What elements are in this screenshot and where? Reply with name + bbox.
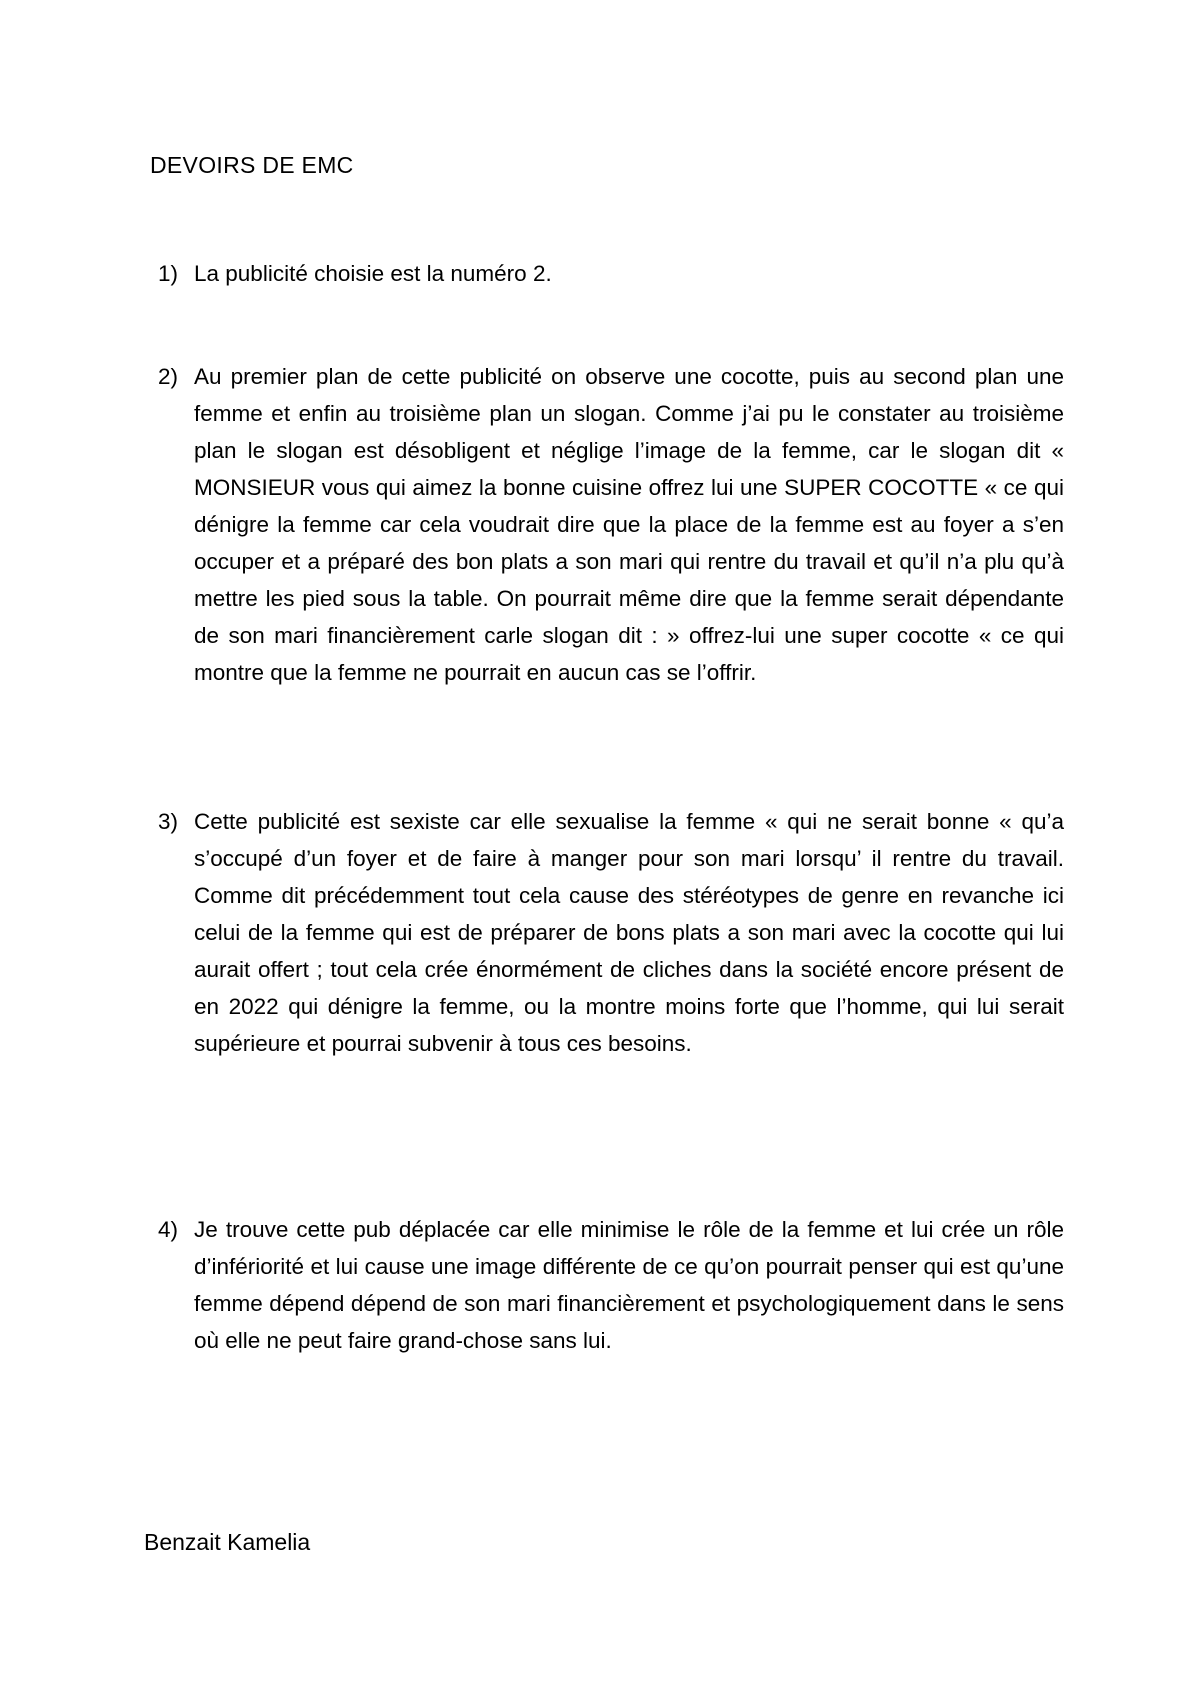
answer-item-3 [158,803,1064,1062]
answer-text: Au premier plan de cette publicité on observe une cocotte, puis au second plan une femme et enfin au troisième plan un slogan. Comme j’ai pu le constater au troisième plan le slogan est désobligent et néglige l’image de la femme, car le slogan dit « MONSIEUR vous qui aimez la bonne cuisine offrez lui une SUPER COCOTTE « ce qui dénigre la femme car cela voudrait dire que la place de la femme est au foyer a s’en occuper et a préparé des bon plats a son mari qui rentre du travail et qu’il n’a plu qu’à mettre les pied sous la table. On pourrait même dire que la femme serait dépendante de son mari financièrement carle slogan dit : » offrez-lui une super cocotte « ce qui montre que la femme ne pourrait en aucun cas se l’offrir. [194,364,1064,685]
author-signature: Benzait Kamelia [144,1529,311,1555]
answer-text: Je trouve cette pub déplacée car elle minimise le rôle de la femme et lui crée un rôle d’infériorité et lui cause une image différente de ce qu’on pourrait penser qui est qu’une femme dépend dépend de son mari financièrement et psychologiquement dans le sens où elle ne peut faire grand-chose sans lui. [194,1217,1064,1353]
answer-number: 1) [158,261,179,286]
answer-number: 2) [158,364,179,389]
answer-item-4 [158,1211,1064,1359]
answer-text: La publicité choisie est la numéro 2. [194,261,552,286]
document-title: DEVOIRS DE EMC [150,152,354,178]
answer-item-1 [158,255,1064,292]
answer-text: Cette publicité est sexiste car elle sexualise la femme « qui ne serait bonne « qu’a s’occupé d’un foyer et de faire à manger pour son mari lorsqu’ il rentre du travail. Comme dit précédemment tout cela cause des stéréotypes de genre en revanche ici celui de la femme qui est de préparer de bons plats a son mari avec la cocotte qui lui aurait offert ; tout cela crée énormément de cliches dans la société encore présent de en 2022 qui dénigre la femme, ou la montre moins forte que l’homme, qui lui serait supérieure et pourrai subvenir à tous ces besoins. [194,809,1064,1056]
answer-number: 4) [158,1217,179,1242]
answer-number: 3) [158,809,179,834]
answer-item-2 [158,358,1064,691]
